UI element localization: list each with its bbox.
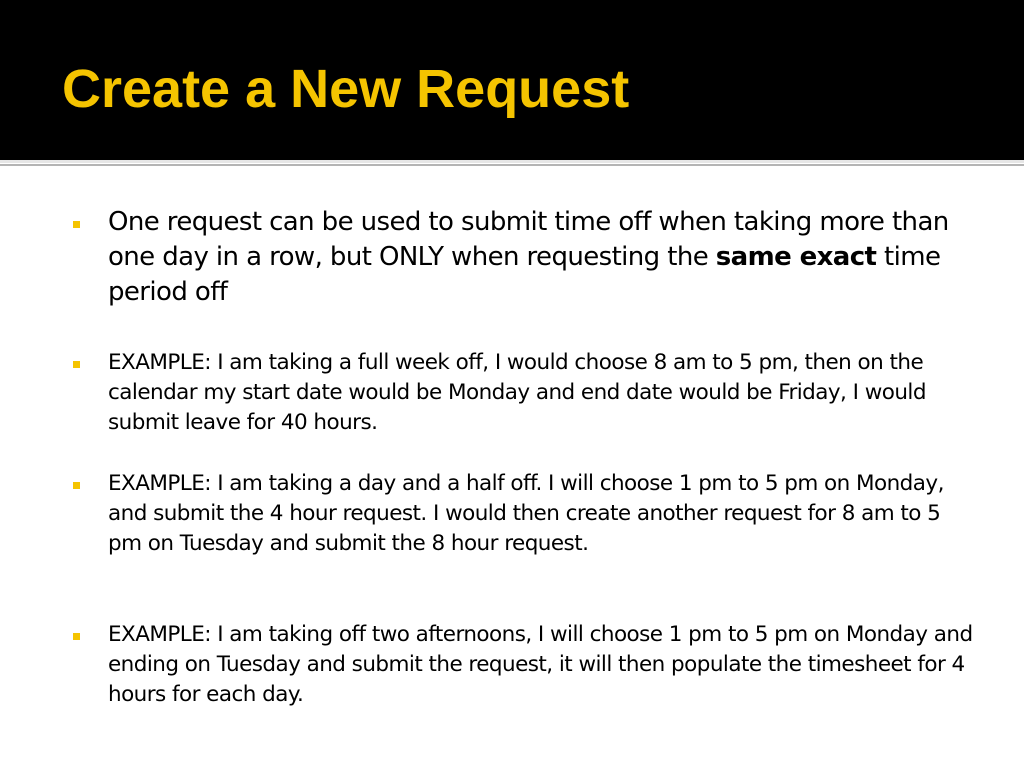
bullet-text-1-before: One request can be used to submit time off when taking more than one day in a row, but ONLY when requesting the — [108, 207, 949, 272]
bullet-text-1-bold: same exact — [715, 242, 877, 272]
square-bullet-icon — [73, 361, 80, 368]
bullet-text-2: EXAMPLE: I am taking a full week off, I would choose 8 am to 5 pm, then on the calendar my start date would be Monday and end date would be Friday, I would submit leave for 40 hours. — [108, 350, 926, 435]
bullet-text-4: EXAMPLE: I am taking off two afternoons, I will choose 1 pm to 5 pm on Monday and ending on Tuesday and submit the request, it will then populate the timesheet for 4 hours for each day. — [108, 622, 973, 707]
bullet-text-1-after: time period off — [108, 242, 941, 307]
bullet-text-3: EXAMPLE: I am taking a day and a half off. I will choose 1 pm to 5 pm on Monday, and submit the 4 hour request. I would then create another request for 8 am to 5 pm on Tuesday and submit the 8 hour request. — [108, 471, 944, 556]
square-bullet-icon — [73, 482, 80, 489]
square-bullet-icon — [73, 221, 80, 228]
bullet-text-1 — [108, 205, 976, 310]
slide-title: Create a New Request — [62, 59, 630, 119]
square-bullet-icon — [73, 633, 80, 640]
